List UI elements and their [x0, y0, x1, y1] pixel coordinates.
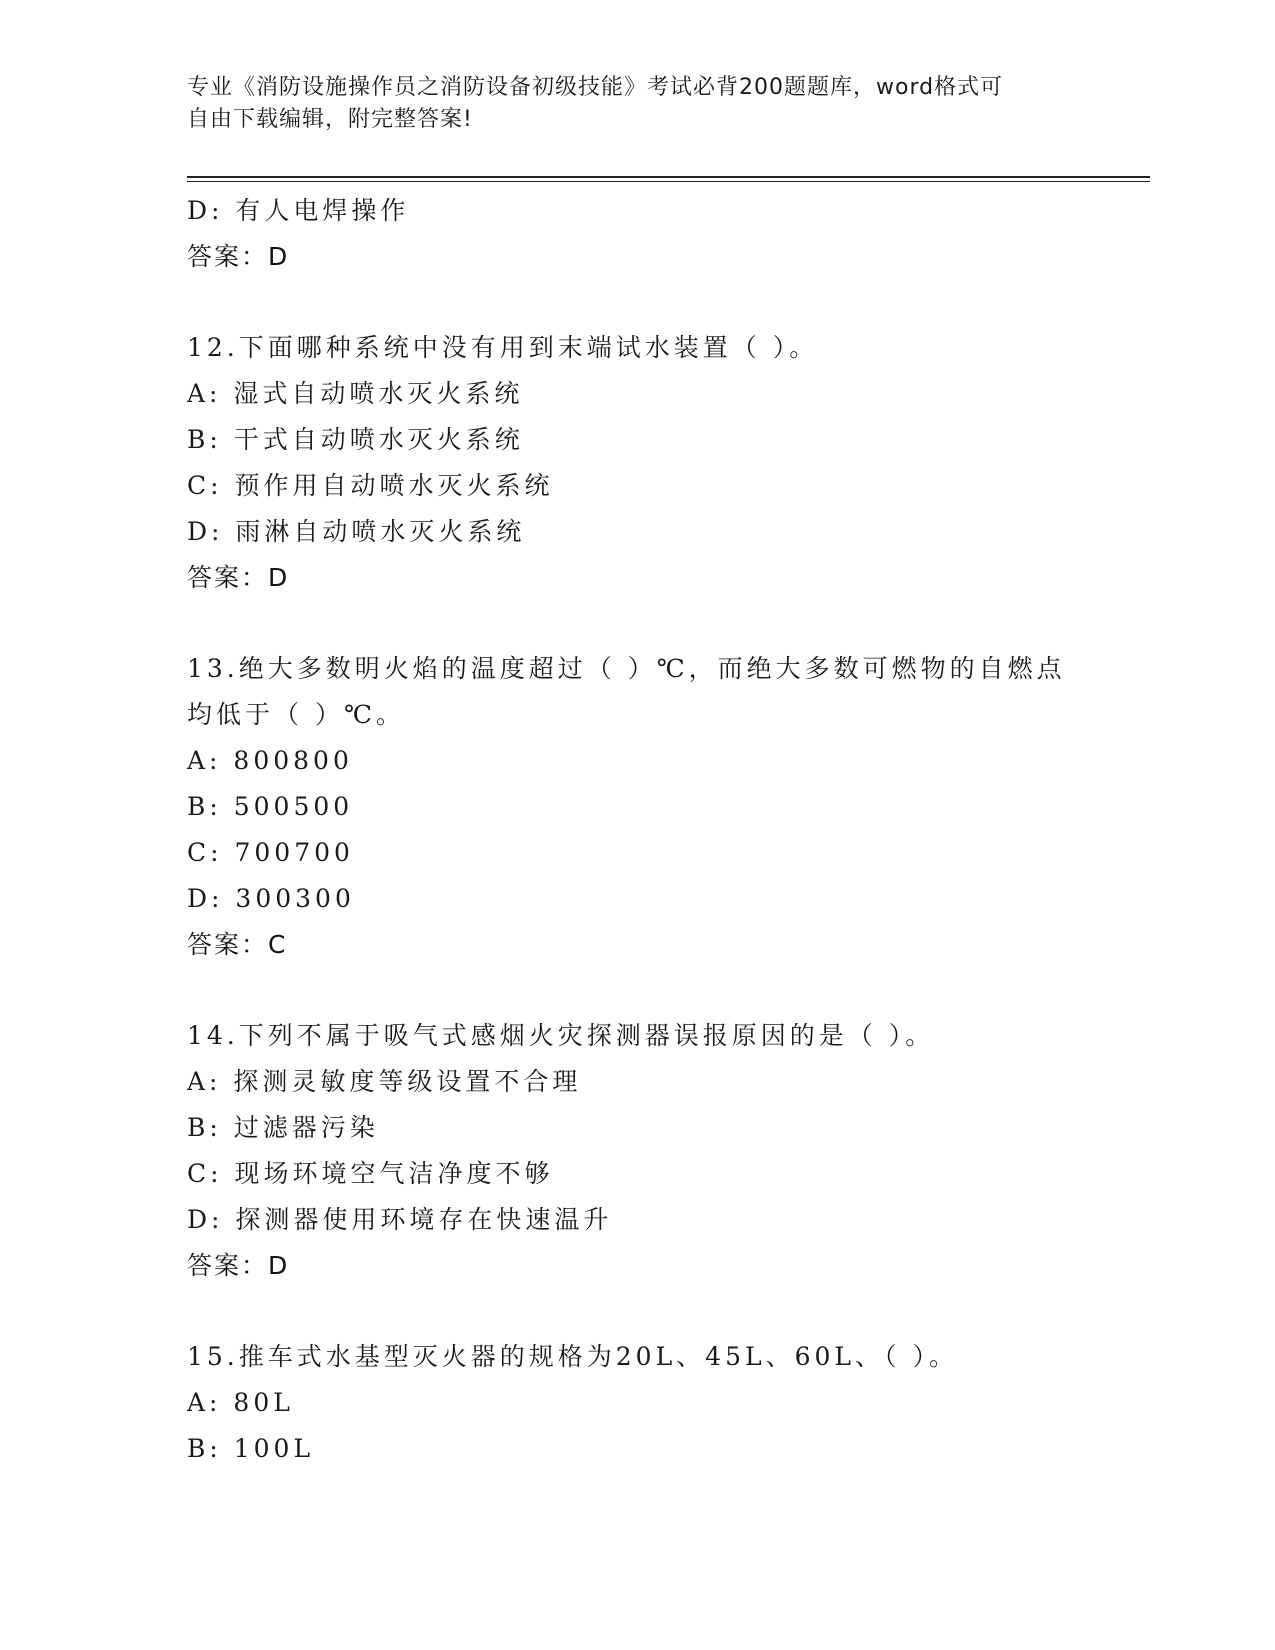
- spacer: [187, 280, 1107, 325]
- question-12: [187, 325, 1107, 601]
- question-stem-line-1: 13.绝大多数明火焰的温度超过（ ）℃，而绝大多数可燃物的自燃点: [187, 654, 1066, 683]
- question-list: [187, 188, 1107, 1472]
- header-rule-thick: [187, 176, 1150, 178]
- header-line-1: 专业《消防设施操作员之消防设备初级技能》考试必背200题题库，word格式可: [187, 75, 1004, 100]
- answer-line: 答案：C: [187, 930, 288, 959]
- answer-line: 答案：D: [187, 1251, 290, 1280]
- option-a: A: 探测灵敏度等级设置不合理: [187, 1067, 582, 1096]
- option-c: C: 预作用自动喷水灭火系统: [187, 471, 554, 500]
- spacer: [187, 601, 1107, 646]
- answer-line: 答案：D: [187, 242, 290, 271]
- option-b: B: 500500: [187, 792, 354, 821]
- header-line-2: 自由下载编辑，附完整答案!: [187, 107, 473, 132]
- option-b: B: 干式自动喷水灭火系统: [187, 425, 524, 454]
- answer-line: 答案：D: [187, 563, 290, 592]
- header-rule-thin: [187, 181, 1150, 182]
- question-stem: 15.推车式水基型灭火器的规格为20L、45L、60L、（ ）。: [187, 1342, 958, 1371]
- spacer: [187, 968, 1107, 1013]
- question-13: [187, 646, 1107, 968]
- option-a: A: 800800: [187, 746, 353, 775]
- option-d: D: 雨淋自动喷水灭火系统: [187, 517, 526, 546]
- page-header: [187, 72, 1087, 136]
- option-a: A: 80L: [187, 1388, 294, 1417]
- option-b: B: 过滤器污染: [187, 1113, 379, 1142]
- option-c: C: 700700: [187, 838, 354, 867]
- option-c: C: 现场环境空气洁净度不够: [187, 1159, 554, 1188]
- question-stem: 14.下列不属于吸气式感烟火灾探测器误报原因的是（ ）。: [187, 1021, 935, 1050]
- option-b: B: 100L: [187, 1434, 315, 1463]
- question-stem: 12.下面哪种系统中没有用到末端试水装置（ ）。: [187, 333, 819, 362]
- question-stem-line-2: 均低于（ ）℃。: [187, 700, 405, 729]
- option-d: D: 探测器使用环境存在快速温升: [187, 1205, 613, 1234]
- option-d: D: 有人电焊操作: [187, 196, 410, 225]
- question-14: [187, 1013, 1107, 1289]
- option-a: A: 湿式自动喷水灭火系统: [187, 379, 524, 408]
- carry-over-block: [187, 188, 1107, 280]
- question-15: [187, 1334, 1107, 1472]
- spacer: [187, 1289, 1107, 1334]
- option-d: D: 300300: [187, 884, 355, 913]
